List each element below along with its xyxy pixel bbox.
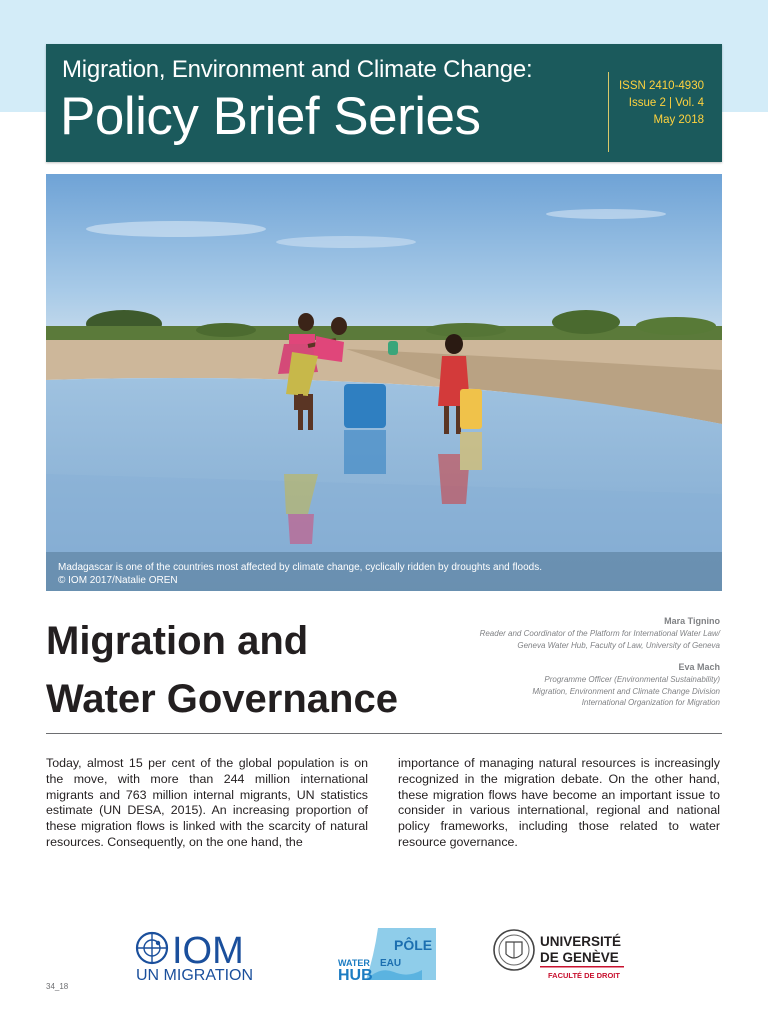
series-title: Policy Brief Series xyxy=(60,87,481,146)
section-divider xyxy=(46,733,722,734)
iom-logo xyxy=(134,928,286,984)
issue-info xyxy=(619,78,704,129)
series-subtitle: Migration, Environment and Climate Change: xyxy=(62,56,533,83)
author-affiliation: Migration, Environment and Climate Change Division xyxy=(532,686,720,696)
issue-date: May 2018 xyxy=(653,114,704,126)
body-column-left: Today, almost 15 per cent of the global population is on the move, with more than 244 million international migrants and 763 million internal migrants, UN statistics estimate (UN DESA, 2015). An increasing proportion of these migration flows is linked with the scarcity of natural resources. Consequently, on the one hand, the xyxy=(46,756,368,849)
hub-pole-text: PÔLE xyxy=(394,937,433,953)
header-divider xyxy=(608,72,609,152)
author-name: Eva Mach xyxy=(678,662,720,672)
hub-eau-text: EAU xyxy=(380,958,402,969)
unige-faculty: FACULTÉ DE DROIT xyxy=(548,971,620,980)
caption-text: Madagascar is one of the countries most affected by climate change, cyclically ridden by droughts and floods. xyxy=(58,562,542,573)
author-affiliation: International Organization for Migration xyxy=(581,698,720,707)
hub-hub-text: HUB xyxy=(338,967,373,982)
photo-caption xyxy=(58,562,708,587)
unige-name-line2: DE GENÈVE xyxy=(540,950,619,965)
iom-subtitle: UN MIGRATION xyxy=(136,967,254,984)
article-title xyxy=(46,612,398,728)
iom-wordmark: IOM xyxy=(172,930,244,972)
author-affiliation: Reader and Coordinator of the Platform for International Water Law/ xyxy=(479,629,720,638)
un-emblem-icon xyxy=(137,933,167,963)
body-column-right: importance of managing natural resources is increasingly recognized in the migration debate. On the other hand, these migration flows have become an important issue to consider in various international, regional and national policy frameworks, including those related to water resource governance. xyxy=(398,756,720,849)
issn: ISSN 2410-4930 xyxy=(618,80,704,92)
author-name: Mara Tignino xyxy=(664,616,720,626)
cover-photo xyxy=(46,174,722,591)
document-code: 34_18 xyxy=(46,982,69,991)
photo-credit: © IOM 2017/Natalie OREN xyxy=(58,574,178,586)
author-block xyxy=(380,615,720,709)
hub-water-text: WATER xyxy=(338,958,370,968)
article-title-line2: Water Governance xyxy=(46,677,398,721)
unige-seal-icon xyxy=(494,930,534,970)
author-affiliation: Programme Officer (Environmental Sustainability) xyxy=(544,675,720,684)
author-affiliation: Geneva Water Hub, Faculty of Law, University of Geneva xyxy=(517,640,720,650)
unige-logo xyxy=(492,928,632,984)
article-title-line1: Migration and xyxy=(46,619,309,663)
unige-name-line1: UNIVERSITÉ xyxy=(540,934,622,949)
series-header xyxy=(46,44,722,162)
issue-volume: Issue 2 | Vol. 4 xyxy=(628,97,704,109)
geneva-water-hub-logo xyxy=(336,926,440,982)
